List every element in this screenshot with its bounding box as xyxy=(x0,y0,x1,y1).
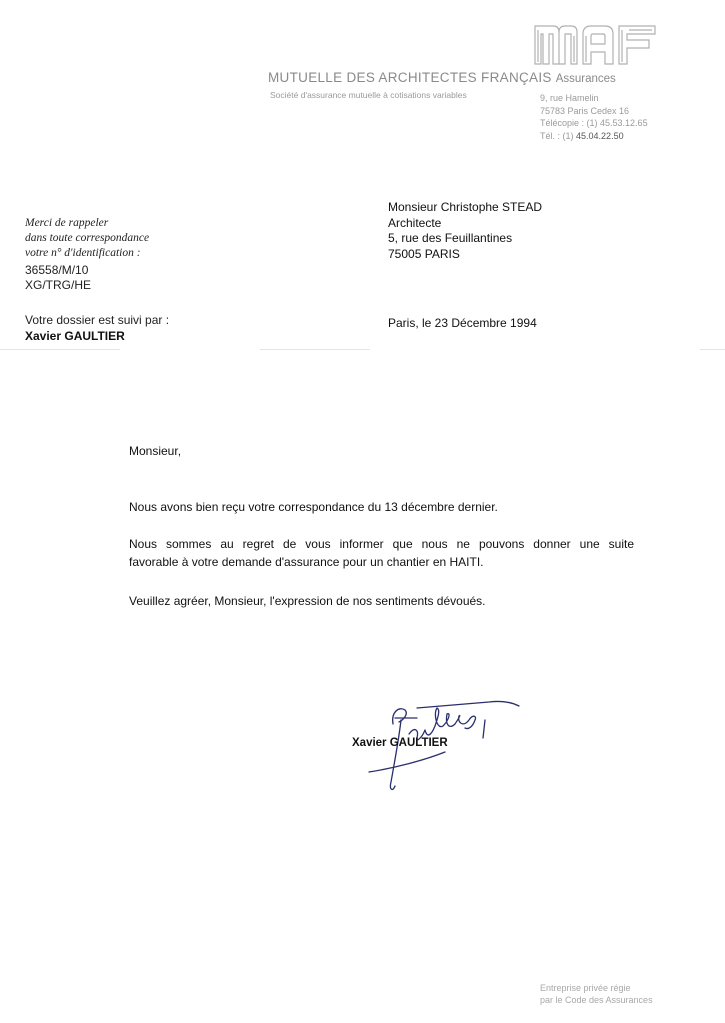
address-tel xyxy=(540,130,648,143)
reference-line-2: dans toute correspondance xyxy=(25,232,150,244)
recipient-address xyxy=(388,200,542,262)
footer-line-2: par le Code des Assurances xyxy=(540,995,653,1005)
reference-line-1: Merci de rappeler xyxy=(25,217,109,229)
reference-code-2: XG/TRG/HE xyxy=(25,278,92,292)
followed-by-name: Xavier GAULTIER xyxy=(25,329,125,343)
paragraph-1: Nous avons bien reçu votre correspondance du 13 décembre dernier. xyxy=(129,500,498,514)
maf-logo xyxy=(533,22,659,66)
footer-note xyxy=(540,982,653,1006)
tel-label: Tél. : (1) xyxy=(540,130,574,141)
reference-code-1: 36558/M/10 xyxy=(25,263,89,277)
paragraph-2 xyxy=(129,535,634,571)
org-subtitle: Société d'assurance mutuelle à cotisations variables xyxy=(270,90,467,100)
address-street: 9, rue Hamelin xyxy=(540,93,599,103)
paragraph-2-line-1: Nous sommes au regret de vous informer que nous ne pouvons donner une suite xyxy=(129,537,634,551)
address-fax: Télécopie : (1) 45.53.12.65 xyxy=(540,118,648,128)
reference-line-3: votre n° d'identification : xyxy=(25,247,141,259)
recipient-title: Architecte xyxy=(388,215,442,230)
org-name xyxy=(268,70,616,85)
followed-by-label: Votre dossier est suivi par : xyxy=(25,313,170,327)
maf-logo-text: MAF xyxy=(596,62,599,63)
divider-left xyxy=(0,349,120,350)
footer-line-1: Entreprise privée régie xyxy=(540,983,631,993)
paragraph-2-line-2: favorable à votre demande d'assurance pour un chantier en HAITI. xyxy=(129,555,484,569)
letter-date: Paris, le 23 Décembre 1994 xyxy=(388,316,537,330)
divider-middle xyxy=(260,349,370,350)
letterhead-address xyxy=(540,92,648,142)
divider-right xyxy=(700,349,725,350)
recipient-city: 75005 PARIS xyxy=(388,246,460,261)
recipient-name: Monsieur Christophe STEAD xyxy=(388,200,543,214)
signature-text: Gaultier xyxy=(445,750,449,751)
reference-codes xyxy=(25,263,91,293)
recipient-street: 5, rue des Feuillantines xyxy=(388,231,513,245)
signer-name: Xavier GAULTIER xyxy=(352,737,448,749)
greeting: Monsieur, xyxy=(129,444,182,458)
reference-note xyxy=(25,216,149,261)
address-city: 75783 Paris Cedex 16 xyxy=(540,105,630,116)
closing-paragraph: Veuillez agréer, Monsieur, l'expression de nos sentiments dévoués. xyxy=(129,594,486,608)
tel-number: 45.04.22.50 xyxy=(576,130,624,141)
org-suffix: Assurances xyxy=(555,73,616,85)
org-name-text: MUTUELLE DES ARCHITECTES FRANÇAIS xyxy=(268,70,552,85)
